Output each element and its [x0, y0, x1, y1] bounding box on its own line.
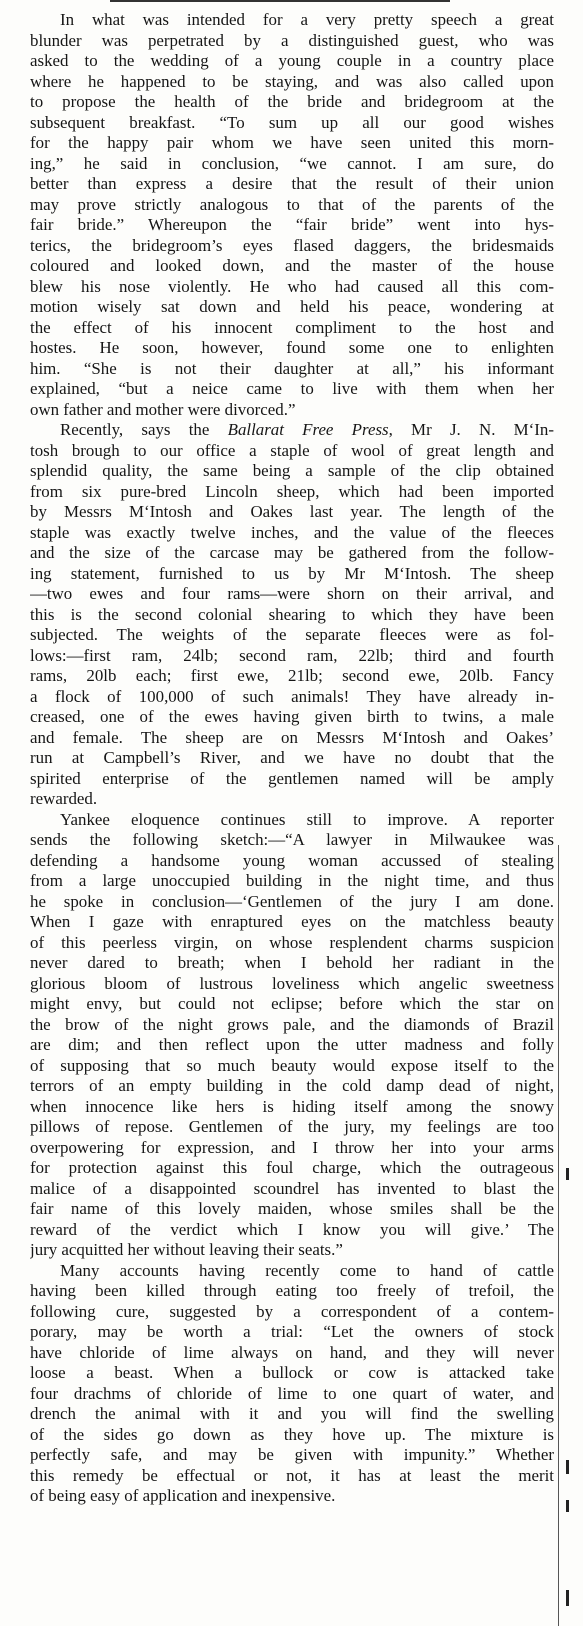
- text-line: pillows of repose. Gentlemen of the jury, my feelings are too: [30, 1117, 554, 1136]
- text-line: motion wisely sat down and held his peace, wondering at: [30, 297, 554, 316]
- text-line: he spoke in conclusion—‘Gentlemen of the jury I am done.: [30, 891, 554, 911]
- text-line: sends the following sketch:—“A lawyer in Milwaukee was: [30, 830, 554, 849]
- text-line: rewarded.: [30, 789, 98, 808]
- text-line: a flock of 100,000 of such animals! They have already in-: [30, 686, 554, 706]
- text-line: splendid quality, the same being a sample of the clip obtained: [30, 461, 554, 480]
- text-line: lows:—first ram, 24lb; second ram, 22lb; third and fourth: [30, 645, 554, 665]
- text-line: reward of the verdict which I know you will give.’ The: [30, 1219, 554, 1239]
- text-line: of being easy of application and inexpensive.: [30, 1486, 336, 1505]
- text-line: staple was exactly twelve inches, and the value of the fleeces: [30, 522, 554, 542]
- text-line: him. “She is not their daughter at all,” his informant: [30, 358, 554, 378]
- text-line: to propose the health of the bride and bridegroom at the: [30, 92, 554, 111]
- text-line: blunder was perpetrated by a distinguished guest, who was: [30, 30, 554, 50]
- text-line: better than express a desire that the result of their union: [30, 174, 554, 193]
- text-line: malice of a disappointed scoundrel has invented to blast the: [30, 1178, 554, 1198]
- text-line: explained, “but a neice came to live with them when her: [30, 379, 554, 398]
- text-line: In what was intended for a very pretty speech a great: [60, 10, 554, 29]
- text-line: subsequent breakfast. “To sum up all our good wishes: [30, 112, 554, 132]
- text-line: drench the animal with it and you will find the swelling: [30, 1404, 554, 1423]
- top-rule: [110, 0, 450, 2]
- text-line: loose a beast. When a bullock or cow is attacked take: [30, 1363, 554, 1382]
- article-paragraph: [30, 810, 554, 1261]
- text-line: hostes. He soon, however, found some one to enlighten: [30, 338, 554, 357]
- text-line: When I gaze with enraptured eyes on the matchless beauty: [30, 912, 554, 931]
- text-line: are dim; and then reflect upon the utter madness and folly: [30, 1035, 554, 1054]
- text-line: this is the second colonial shearing to which they have been: [30, 604, 554, 624]
- text-line: might envy, but could not eclipse; before which the star on: [30, 994, 554, 1013]
- text-line: defending a handsome young woman accussed of stealing: [30, 850, 554, 870]
- edge-fragment-mark: [566, 1168, 569, 1180]
- text-line: tosh brough to our office a staple of wool of great length and: [30, 440, 554, 460]
- text-line: glorious bloom of lustrous loveliness which angelic sweetness: [30, 973, 554, 993]
- text-line: for the happy pair whom we have seen united this morn-: [30, 133, 554, 152]
- text-line: the effect of his innocent compliment to the host and: [30, 317, 554, 337]
- text-line: by Messrs M‘Intosh and Oakes last year. The length of the: [30, 502, 554, 521]
- text-line: run at Campbell’s River, and we have no doubt that the: [30, 748, 554, 767]
- text-line: —two ewes and four rams—were shorn on their arrival, and: [30, 584, 554, 603]
- text-line: blew his nose violently. He who had caused all this com-: [30, 276, 554, 296]
- text-line: have chloride of lime always on hand, and they will never: [30, 1342, 554, 1362]
- text-line: having been killed through eating too freely of trefoil, the: [30, 1281, 554, 1300]
- text-line: and the size of the carcase may be gathered from the follow-: [30, 543, 554, 562]
- article-paragraph: [30, 1261, 554, 1507]
- text-line: of supposing that so much beauty would expose itself to the: [30, 1055, 554, 1075]
- text-line: for protection against this foul charge, which the outrageous: [30, 1158, 554, 1177]
- text-line: Many accounts having recently come to hand of cattle: [60, 1260, 554, 1280]
- article-column: [30, 10, 554, 1507]
- text-line: where he happened to be staying, and was also called upon: [30, 71, 554, 91]
- text-line: coloured and looked down, and the master of the house: [30, 256, 554, 275]
- text-line: from a large unoccupied building in the night time, and thus: [30, 871, 554, 890]
- text-line: four drachms of chloride of lime to one quart of water, and: [30, 1383, 554, 1403]
- text-line: never dared to breath; when I behold her radiant in the: [30, 953, 554, 972]
- column-divider-rule: [558, 845, 559, 1626]
- article-paragraph: [30, 420, 554, 810]
- text-line: may prove strictly analogous to that of the parents of the: [30, 194, 554, 214]
- article-paragraph: [30, 10, 554, 420]
- text-line: ing statement, furnished to us by Mr M‘Intosh. The sheep: [30, 563, 554, 583]
- text-line: spirited enterprise of the gentlemen named will be amply: [30, 768, 554, 788]
- text-line: from six pure-bred Lincoln sheep, which had been imported: [30, 481, 554, 501]
- text-line: of the sides go down as they hove up. The mixture is: [30, 1424, 554, 1444]
- text-line: overpowering for expression, and I throw her into your arms: [30, 1137, 554, 1157]
- text-line: when innocence like hers is hiding itself among the snowy: [30, 1096, 554, 1116]
- text-line: this remedy be effectual or not, it has at least the merit: [30, 1465, 554, 1485]
- text-line: of this peerless virgin, on whose resplendent charms suspicion: [30, 932, 554, 952]
- text-line: fair name of this lovely maiden, whose smiles shall be the: [30, 1199, 554, 1218]
- text-line: own father and mother were divorced.”: [30, 399, 296, 419]
- text-line: fair bride.” Whereupon the “fair bride” went into hys-: [30, 215, 554, 234]
- text-line: Recently, says the Ballarat Free Press, Mr J. N. M‘In-: [60, 420, 554, 439]
- text-line: Yankee eloquence continues still to improve. A reporter: [60, 809, 554, 829]
- text-line: terrors of an empty building in the cold damp dead of night,: [30, 1076, 554, 1095]
- text-line: porary, may be worth a trial: “Let the owners of stock: [30, 1322, 554, 1341]
- text-line: the brow of the night grows pale, and the diamonds of Brazil: [30, 1014, 554, 1034]
- edge-fragment-mark: [566, 1590, 569, 1606]
- text-line: ing,” he said in conclusion, “we cannot. I am sure, do: [30, 153, 554, 173]
- text-line: and female. The sheep are on Messrs M‘Intosh and Oakes’: [30, 727, 554, 747]
- text-line: creased, one of the ewes having given birth to twins, a male: [30, 707, 554, 726]
- text-line: following cure, suggested by a correspondent of a contem-: [30, 1301, 554, 1321]
- text-line: terics, the bridegroom’s eyes flased daggers, the bridesmaids: [30, 235, 554, 255]
- text-line: perfectly safe, and may be given with impunity.” Whether: [30, 1445, 554, 1464]
- edge-fragment-mark: [566, 1500, 569, 1512]
- text-line: jury acquitted her without leaving their seats.”: [30, 1240, 343, 1259]
- text-line: asked to the wedding of a young couple in a country place: [30, 51, 554, 70]
- text-line: subjected. The weights of the separate fleeces were as fol-: [30, 625, 554, 644]
- text-line: rams, 20lb each; first ewe, 21lb; second ewe, 20lb. Fancy: [30, 666, 554, 685]
- edge-fragment-mark: [566, 1460, 569, 1474]
